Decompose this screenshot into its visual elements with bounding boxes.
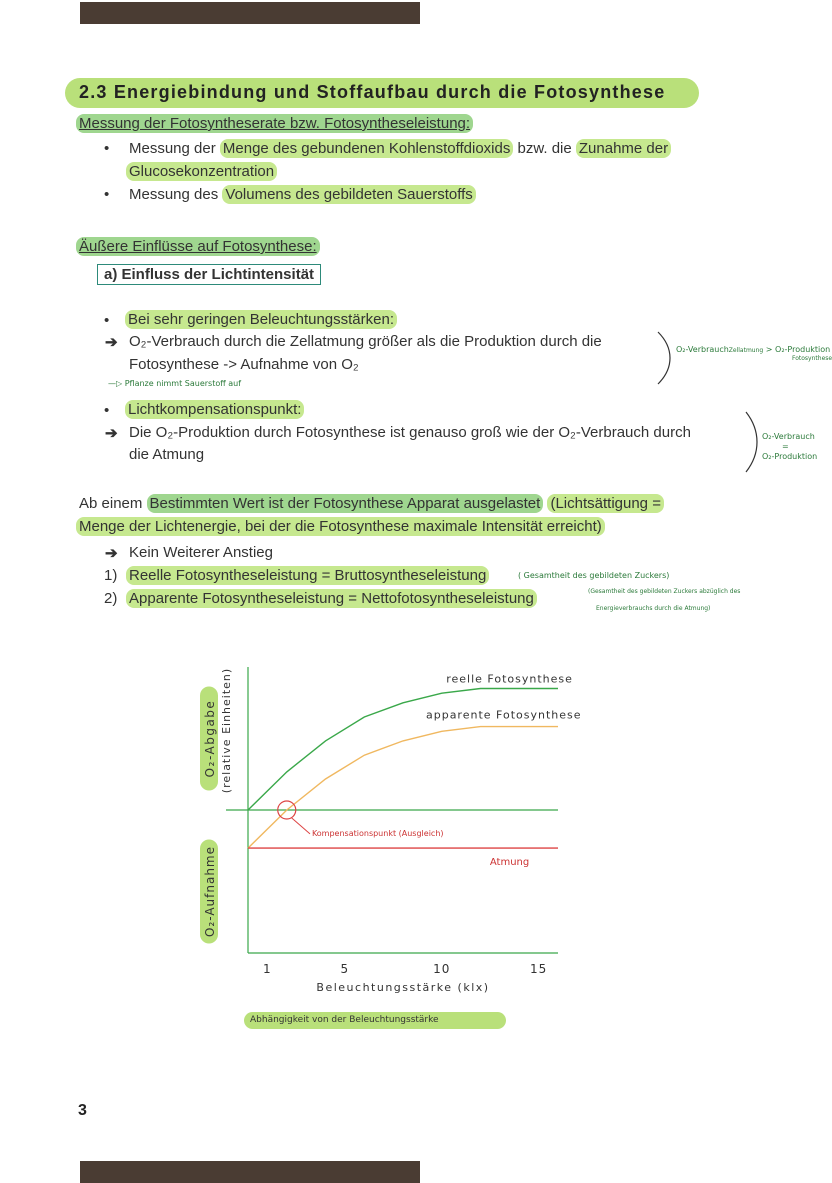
x-tick-label: 5: [340, 962, 350, 976]
influences-heading: Äußere Einflüsse auf Fotosynthese:: [76, 238, 320, 255]
top-decor-bar: [80, 2, 420, 24]
real-photosynthesis: Reelle Fotosyntheseleistung = Bruttosyntheseleistung: [126, 567, 489, 584]
side-note-1: O₂-VerbrauchZellatmung > O₂-Produktion: [676, 345, 831, 354]
label-apparente: apparente Fotosynthese: [425, 708, 582, 722]
saturation-line-1: Ab einem Bestimmten Wert ist der Fotosynthese Apparat ausgelastet (Lichtsättigung =: [79, 495, 664, 512]
sub-heading-a: a) Einfluss der Lichtintensität: [97, 264, 321, 285]
bottom-decor-bar: [80, 1161, 420, 1183]
brace-1: [656, 330, 676, 386]
measure-item-1: Messung der Menge des gebundenen Kohlenstoffdioxids bzw. die Zunahme der: [129, 140, 671, 157]
bullet-dot: •: [104, 186, 110, 203]
side-note-2a: O₂-Verbrauch: [762, 432, 815, 441]
chart-caption: Abhängigkeit von der Beleuchtungsstärke: [250, 1015, 439, 1025]
x-axis-label: Beleuchtungsstärke (klx): [316, 981, 490, 994]
x-tick-label: 1: [263, 962, 272, 976]
apparent-note-2: Energieverbrauchs durch die Atmung): [596, 605, 711, 612]
page-number: 3: [78, 1102, 87, 1119]
low-light-text-1: O₂-Verbrauch durch die Zellatmung größer als die Produktion durch die: [129, 333, 602, 350]
no-further-increase: Kein Weiterer Anstieg: [129, 544, 273, 561]
real-note: ( Gesamtheit des gebildeten Zuckers): [518, 571, 670, 580]
bullet-dot: •: [104, 402, 110, 419]
apparent-photosynthesis: Apparente Fotosyntheseleistung = Nettofotosyntheseleistung: [126, 590, 537, 607]
low-light-text-2: Fotosynthese -> Aufnahme von O₂: [129, 356, 359, 373]
x-tick-label: 10: [433, 962, 451, 976]
y-axis-label-top-2: (relative Einheiten): [220, 667, 233, 794]
x-tick-label: 15: [529, 962, 548, 976]
y-axis-label-bottom: O₂-Aufnahme: [203, 846, 217, 937]
side-note-2b: =: [782, 442, 789, 451]
low-light-label: Bei sehr geringen Beleuchtungsstärken:: [125, 311, 397, 328]
light-intensity-chart: [190, 655, 580, 1015]
measure-heading: Messung der Fotosyntheserate bzw. Fotosyntheseleistung:: [76, 115, 473, 132]
label-reelle: reelle Fotosynthese: [446, 672, 573, 686]
section-title: 2.3 Energiebindung und Stoffaufbau durch die Fotosynthese: [79, 82, 666, 102]
measure-item-1-cont: Glucosekonzentration: [126, 163, 277, 180]
brace-2: [744, 410, 762, 474]
bullet-dot: •: [104, 312, 110, 329]
series-line-reelle-fotosynthese: [248, 689, 558, 811]
apparent-note-1: (Gesamtheit des gebildeten Zuckers abzüglich des: [588, 588, 741, 595]
kompensation-label: Kompensationspunkt (Ausgleich): [311, 829, 444, 839]
measure-item-2: Messung des Volumens des gebildeten Sauerstoffs: [129, 186, 476, 203]
comp-point-text-2: die Atmung: [129, 446, 205, 463]
atmung-label: Atmung: [489, 856, 530, 868]
side-note-1-sub: Fotosynthese: [792, 355, 832, 362]
arrow-icon: ➔: [105, 334, 118, 351]
comp-point-label: Lichtkompensationspunkt:: [125, 401, 304, 418]
bullet-dot: •: [104, 140, 110, 157]
side-note-2c: O₂-Produktion: [762, 452, 818, 461]
saturation-line-2: Menge der Lichtenergie, bei der die Fotosynthese maximale Intensität erreicht): [76, 518, 605, 535]
arrow-icon: ➔: [105, 545, 118, 562]
list-number-2: 2): [104, 590, 118, 607]
list-number-1: 1): [104, 567, 118, 584]
kompensation-pointer: [292, 818, 310, 834]
arrow-icon: ➔: [105, 425, 118, 442]
hand-note-1: —▷ Pflanze nimmt Sauerstoff auf: [108, 379, 242, 388]
y-axis-label-top: O₂-Abgabe: [203, 699, 217, 778]
comp-point-text-1: Die O₂-Produktion durch Fotosynthese ist genauso groß wie der O₂-Verbrauch durch: [129, 424, 691, 441]
